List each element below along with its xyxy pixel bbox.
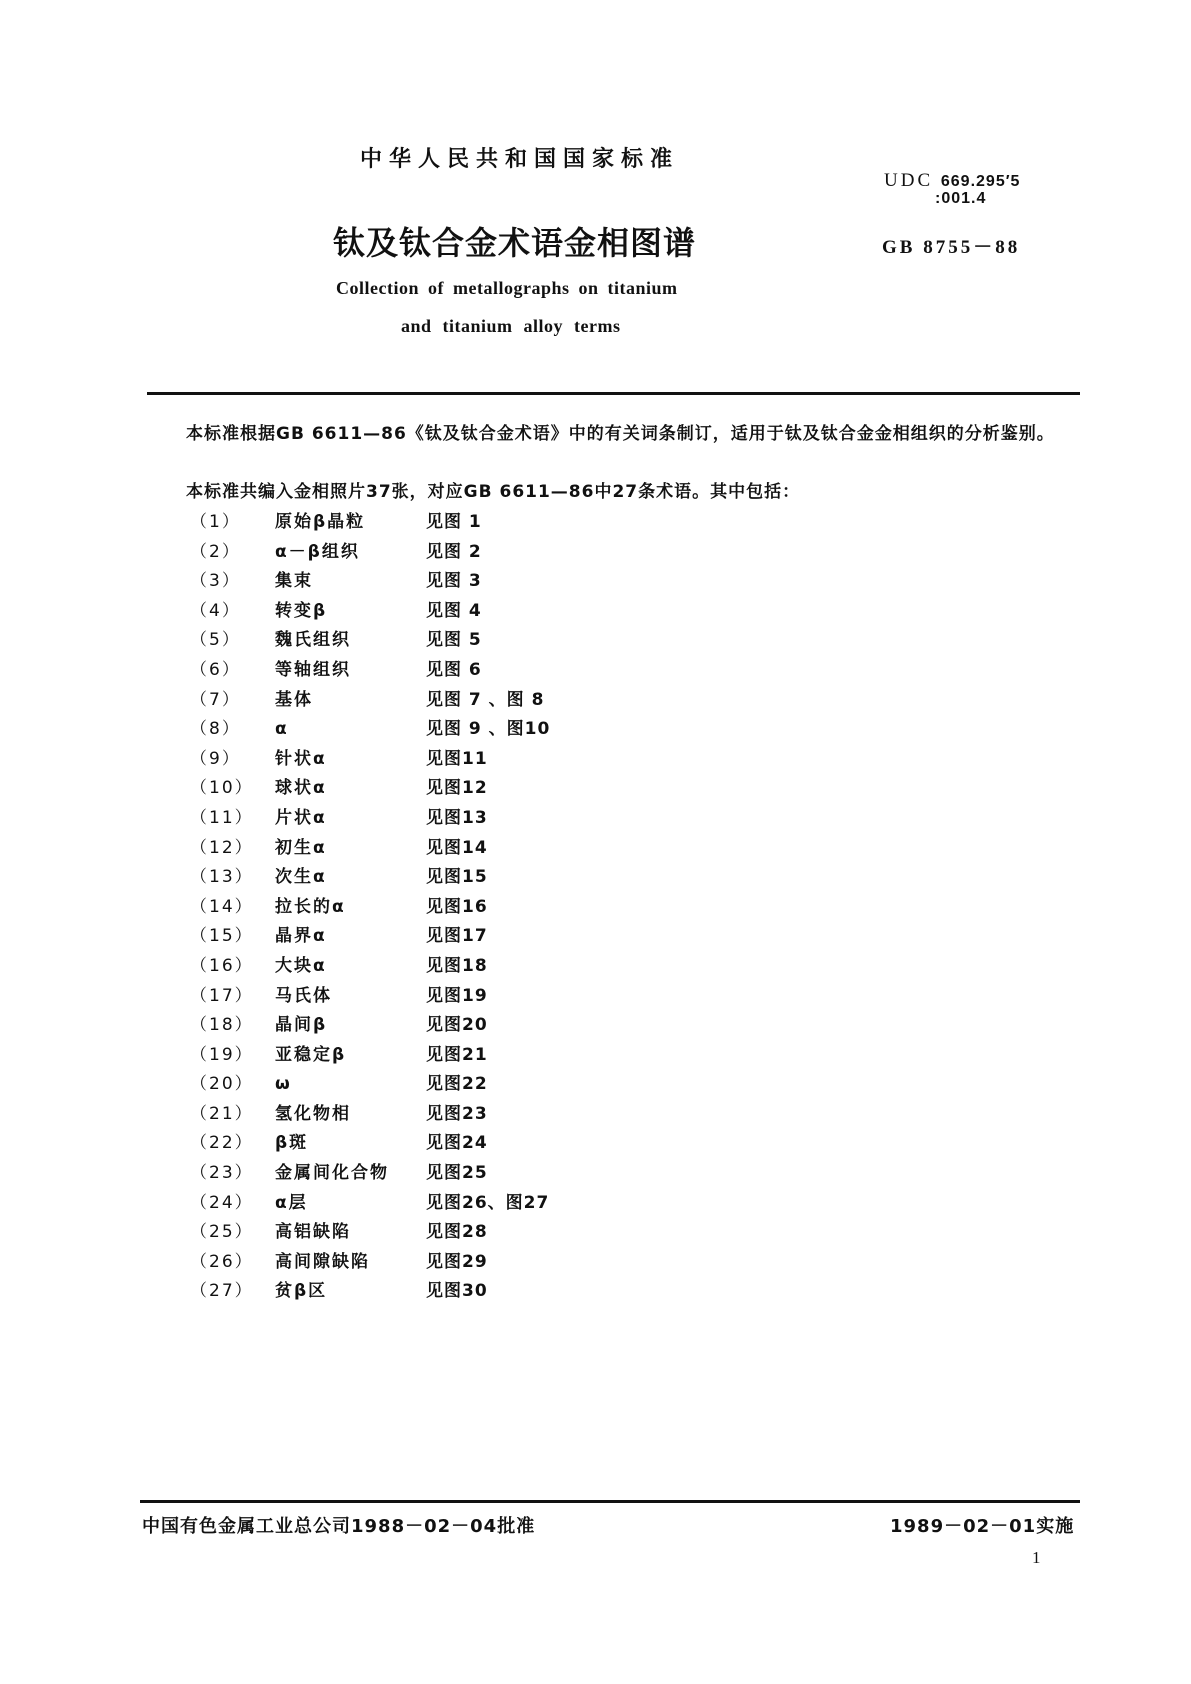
figure-reference: 见图14 (426, 837, 488, 858)
term-number: （6） (190, 659, 241, 680)
term-name: 集束 (275, 571, 313, 592)
figure-reference: 见图 7 、图 8 (426, 689, 545, 710)
term-number: （10） (190, 778, 254, 799)
term-number: （15） (190, 926, 254, 947)
term-name: 球状α (275, 778, 327, 799)
term-name: β斑 (275, 1133, 309, 1154)
document-title-en-line2: and titanium alloy terms (401, 316, 621, 336)
figure-reference: 见图 6 (426, 659, 482, 680)
term-number: （2） (190, 541, 241, 562)
figure-reference: 见图20 (426, 1015, 488, 1036)
term-number: （27） (190, 1281, 254, 1302)
term-number: （12） (190, 837, 254, 858)
figure-reference: 见图29 (426, 1251, 488, 1272)
term-name: 高铝缺陷 (275, 1222, 351, 1243)
term-number: （13） (190, 867, 254, 888)
figure-reference: 见图26、图27 (426, 1192, 550, 1213)
figure-reference: 见图 1 (426, 512, 482, 532)
term-number: （22） (190, 1133, 254, 1154)
term-name: 等轴组织 (275, 659, 351, 680)
figure-reference: 见图 4 (426, 600, 482, 621)
udc-classification (884, 170, 1020, 192)
figure-reference: 见图30 (426, 1281, 488, 1302)
term-name: 针状α (275, 748, 327, 769)
term-name: 拉长的α (275, 896, 346, 917)
term-number: （3） (190, 571, 241, 592)
figure-reference: 见图 5 (426, 630, 482, 651)
term-number: （24） (190, 1192, 254, 1213)
figure-reference: 见图15 (426, 867, 488, 888)
term-name: α层 (275, 1192, 308, 1213)
term-name: 初生α (275, 837, 327, 858)
term-name: 亚稳定β (275, 1044, 347, 1065)
figure-reference: 见图23 (426, 1103, 488, 1124)
approval-statement: 中国有色金属工业总公司1988－02－04批准 (142, 1516, 536, 1537)
implementation-date: 1989－02－01实施 (890, 1516, 1075, 1537)
figure-reference: 见图19 (426, 985, 488, 1006)
udc-code: 669.295′5 (940, 173, 1021, 190)
term-number: （18） (190, 1015, 254, 1036)
term-number: （5） (190, 630, 241, 651)
term-name: 氢化物相 (275, 1103, 351, 1124)
figure-reference: 见图11 (426, 748, 488, 769)
document-title-zh: 钛及钛合金术语金相图谱 (333, 224, 697, 262)
document-title-en-line1: Collection of metallographs on titanium (336, 278, 678, 298)
term-name: 高间隙缺陷 (275, 1251, 370, 1272)
figure-reference: 见图 2 (426, 541, 482, 562)
gb-standard-number: GB 8755－88 (882, 237, 1021, 258)
term-name: 马氏体 (275, 985, 332, 1006)
term-name: 金属间化合物 (275, 1163, 389, 1184)
term-number: （26） (190, 1251, 254, 1272)
term-number: （7） (190, 689, 241, 710)
term-name: 大块α (275, 955, 327, 976)
term-name: 基体 (275, 689, 313, 710)
term-number: （8） (190, 719, 241, 740)
figure-reference: 见图12 (426, 778, 488, 799)
figure-reference: 见图21 (426, 1044, 488, 1065)
term-number: （16） (190, 955, 254, 976)
figure-reference: 见图17 (426, 926, 488, 947)
figure-reference: 见图28 (426, 1222, 488, 1243)
udc-label: UDC (884, 170, 934, 191)
figure-reference: 见图24 (426, 1133, 488, 1154)
figure-reference: 见图16 (426, 896, 488, 917)
header-divider (147, 392, 1080, 395)
page-number: 1 (1032, 1548, 1041, 1567)
term-number: （14） (190, 896, 254, 917)
intro-paragraph: 本标准根据GB 6611—86《钛及钛合金术语》中的有关词条制订，适用于钛及钛合金金相组织的分析鉴别。 (186, 424, 1055, 444)
figure-reference: 见图13 (426, 807, 488, 828)
scope-paragraph: 本标准共编入金相照片37张，对应GB 6611—86中27条术语。其中包括： (186, 482, 801, 502)
term-number: （19） (190, 1044, 254, 1065)
term-number: （1） (190, 512, 241, 532)
term-name: ω (275, 1074, 292, 1095)
footer-divider (140, 1500, 1080, 1503)
figure-reference: 见图18 (426, 955, 488, 976)
term-number: （17） (190, 985, 254, 1006)
term-name: α (275, 719, 289, 740)
term-number: （9） (190, 748, 241, 769)
term-name: 晶间β (275, 1015, 328, 1036)
figure-reference: 见图 3 (426, 571, 482, 592)
term-name: 转变β (275, 600, 328, 621)
term-number: （25） (190, 1222, 254, 1243)
term-number: （23） (190, 1163, 254, 1184)
term-number: （20） (190, 1074, 254, 1095)
term-number: （11） (190, 807, 254, 828)
figure-reference: 见图 9 、图10 (426, 719, 551, 740)
term-name: 贫β区 (275, 1281, 328, 1302)
udc-sub-code: :001.4 (935, 190, 987, 207)
term-number: （21） (190, 1103, 254, 1124)
term-number: （4） (190, 600, 241, 621)
term-name: 魏氏组织 (275, 630, 351, 651)
term-name: 原始β晶粒 (275, 512, 366, 532)
figure-reference: 见图25 (426, 1163, 488, 1184)
figure-reference: 见图22 (426, 1074, 488, 1095)
term-name: 次生α (275, 867, 327, 888)
term-name: α－β组织 (275, 541, 360, 562)
standard-type-heading: 中华人民共和国国家标准 (360, 147, 680, 172)
term-name: 片状α (275, 807, 327, 828)
term-name: 晶界α (275, 926, 327, 947)
